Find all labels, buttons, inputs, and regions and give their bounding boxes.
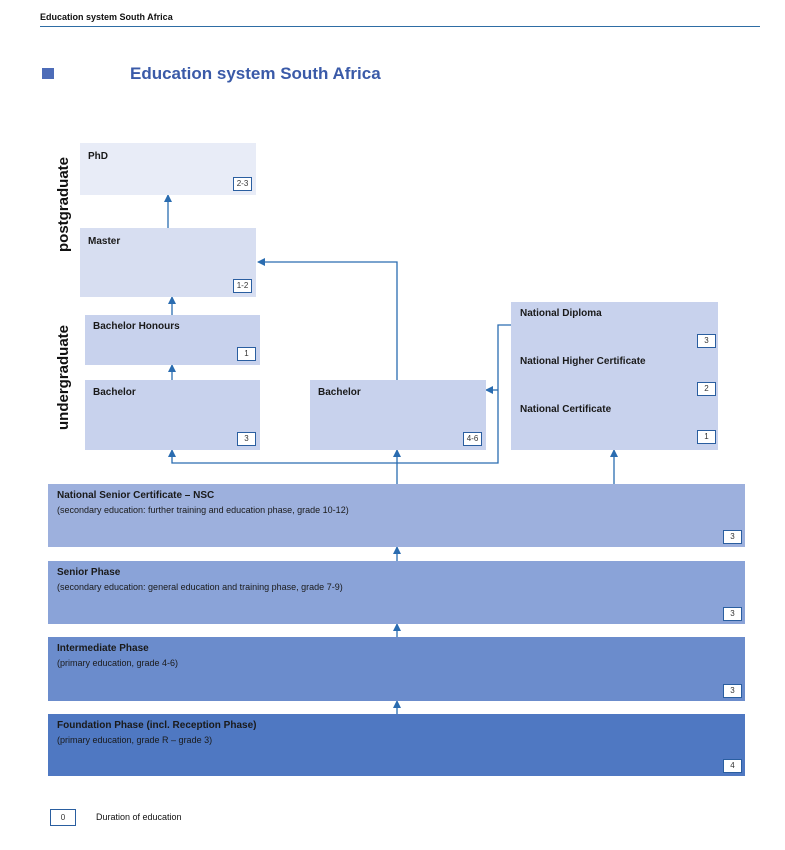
page-title: Education system South Africa [130, 64, 381, 83]
duration-badge: 4 [723, 759, 742, 773]
bachelor-left-box [85, 380, 260, 450]
senior-phase-label: Senior Phase [57, 567, 121, 578]
intermediate-phase-label: Intermediate Phase [57, 643, 149, 654]
bachelor-honours-label: Bachelor Honours [93, 321, 180, 332]
duration-badge: 3 [723, 607, 742, 621]
duration-badge: 3 [237, 432, 256, 446]
senior-phase-description: (secondary education: general education and training phase, grade 7-9) [57, 582, 343, 592]
bachelor-left-label: Bachelor [93, 387, 136, 398]
foundation-phase-box [48, 714, 745, 776]
diploma-certificates-box [511, 302, 718, 450]
senior-phase-box [48, 561, 745, 624]
foundation-phase-description: (primary education, grade R – grade 3) [57, 735, 213, 745]
national-diploma-label: National Diploma [520, 308, 602, 319]
master-label: Master [88, 236, 121, 247]
undergraduate-label: undergraduate [55, 324, 72, 430]
nsc-label: National Senior Certificate – NSC [57, 490, 215, 501]
duration-badge: 2 [697, 382, 716, 396]
duration-badge: 2-3 [233, 177, 252, 191]
duration-badge: 1 [697, 430, 716, 444]
national-higher-certificate-label: National Higher Certificate [520, 356, 646, 367]
postgraduate-label: postgraduate [55, 156, 72, 252]
foundation-phase-label: Foundation Phase (incl. Reception Phase) [57, 720, 257, 731]
duration-badge: 3 [697, 334, 716, 348]
phd-box [80, 143, 256, 195]
duration-badge: 3 [723, 530, 742, 544]
duration-badge: 1 [237, 347, 256, 361]
duration-badge: 3 [723, 684, 742, 698]
duration-badge: 4-6 [463, 432, 482, 446]
bachelor-honours-box [85, 315, 260, 365]
nsc-description: (secondary education: further training and education phase, grade 10-12) [57, 505, 349, 515]
national-certificate-label: National Certificate [520, 404, 612, 415]
bachelor-mid-box [310, 380, 486, 450]
duration-badge: 1-2 [233, 279, 252, 293]
master-box [80, 228, 256, 297]
nsc-box [48, 484, 745, 547]
intermediate-phase-description: (primary education, grade 4-6) [57, 658, 179, 668]
legend-badge: 0 [50, 809, 76, 826]
header-text: Education system South Africa [40, 12, 173, 22]
legend-text: Duration of education [96, 812, 182, 822]
phd-label: PhD [88, 151, 108, 162]
bachelor-mid-label: Bachelor [318, 387, 361, 398]
intermediate-phase-box [48, 637, 745, 701]
